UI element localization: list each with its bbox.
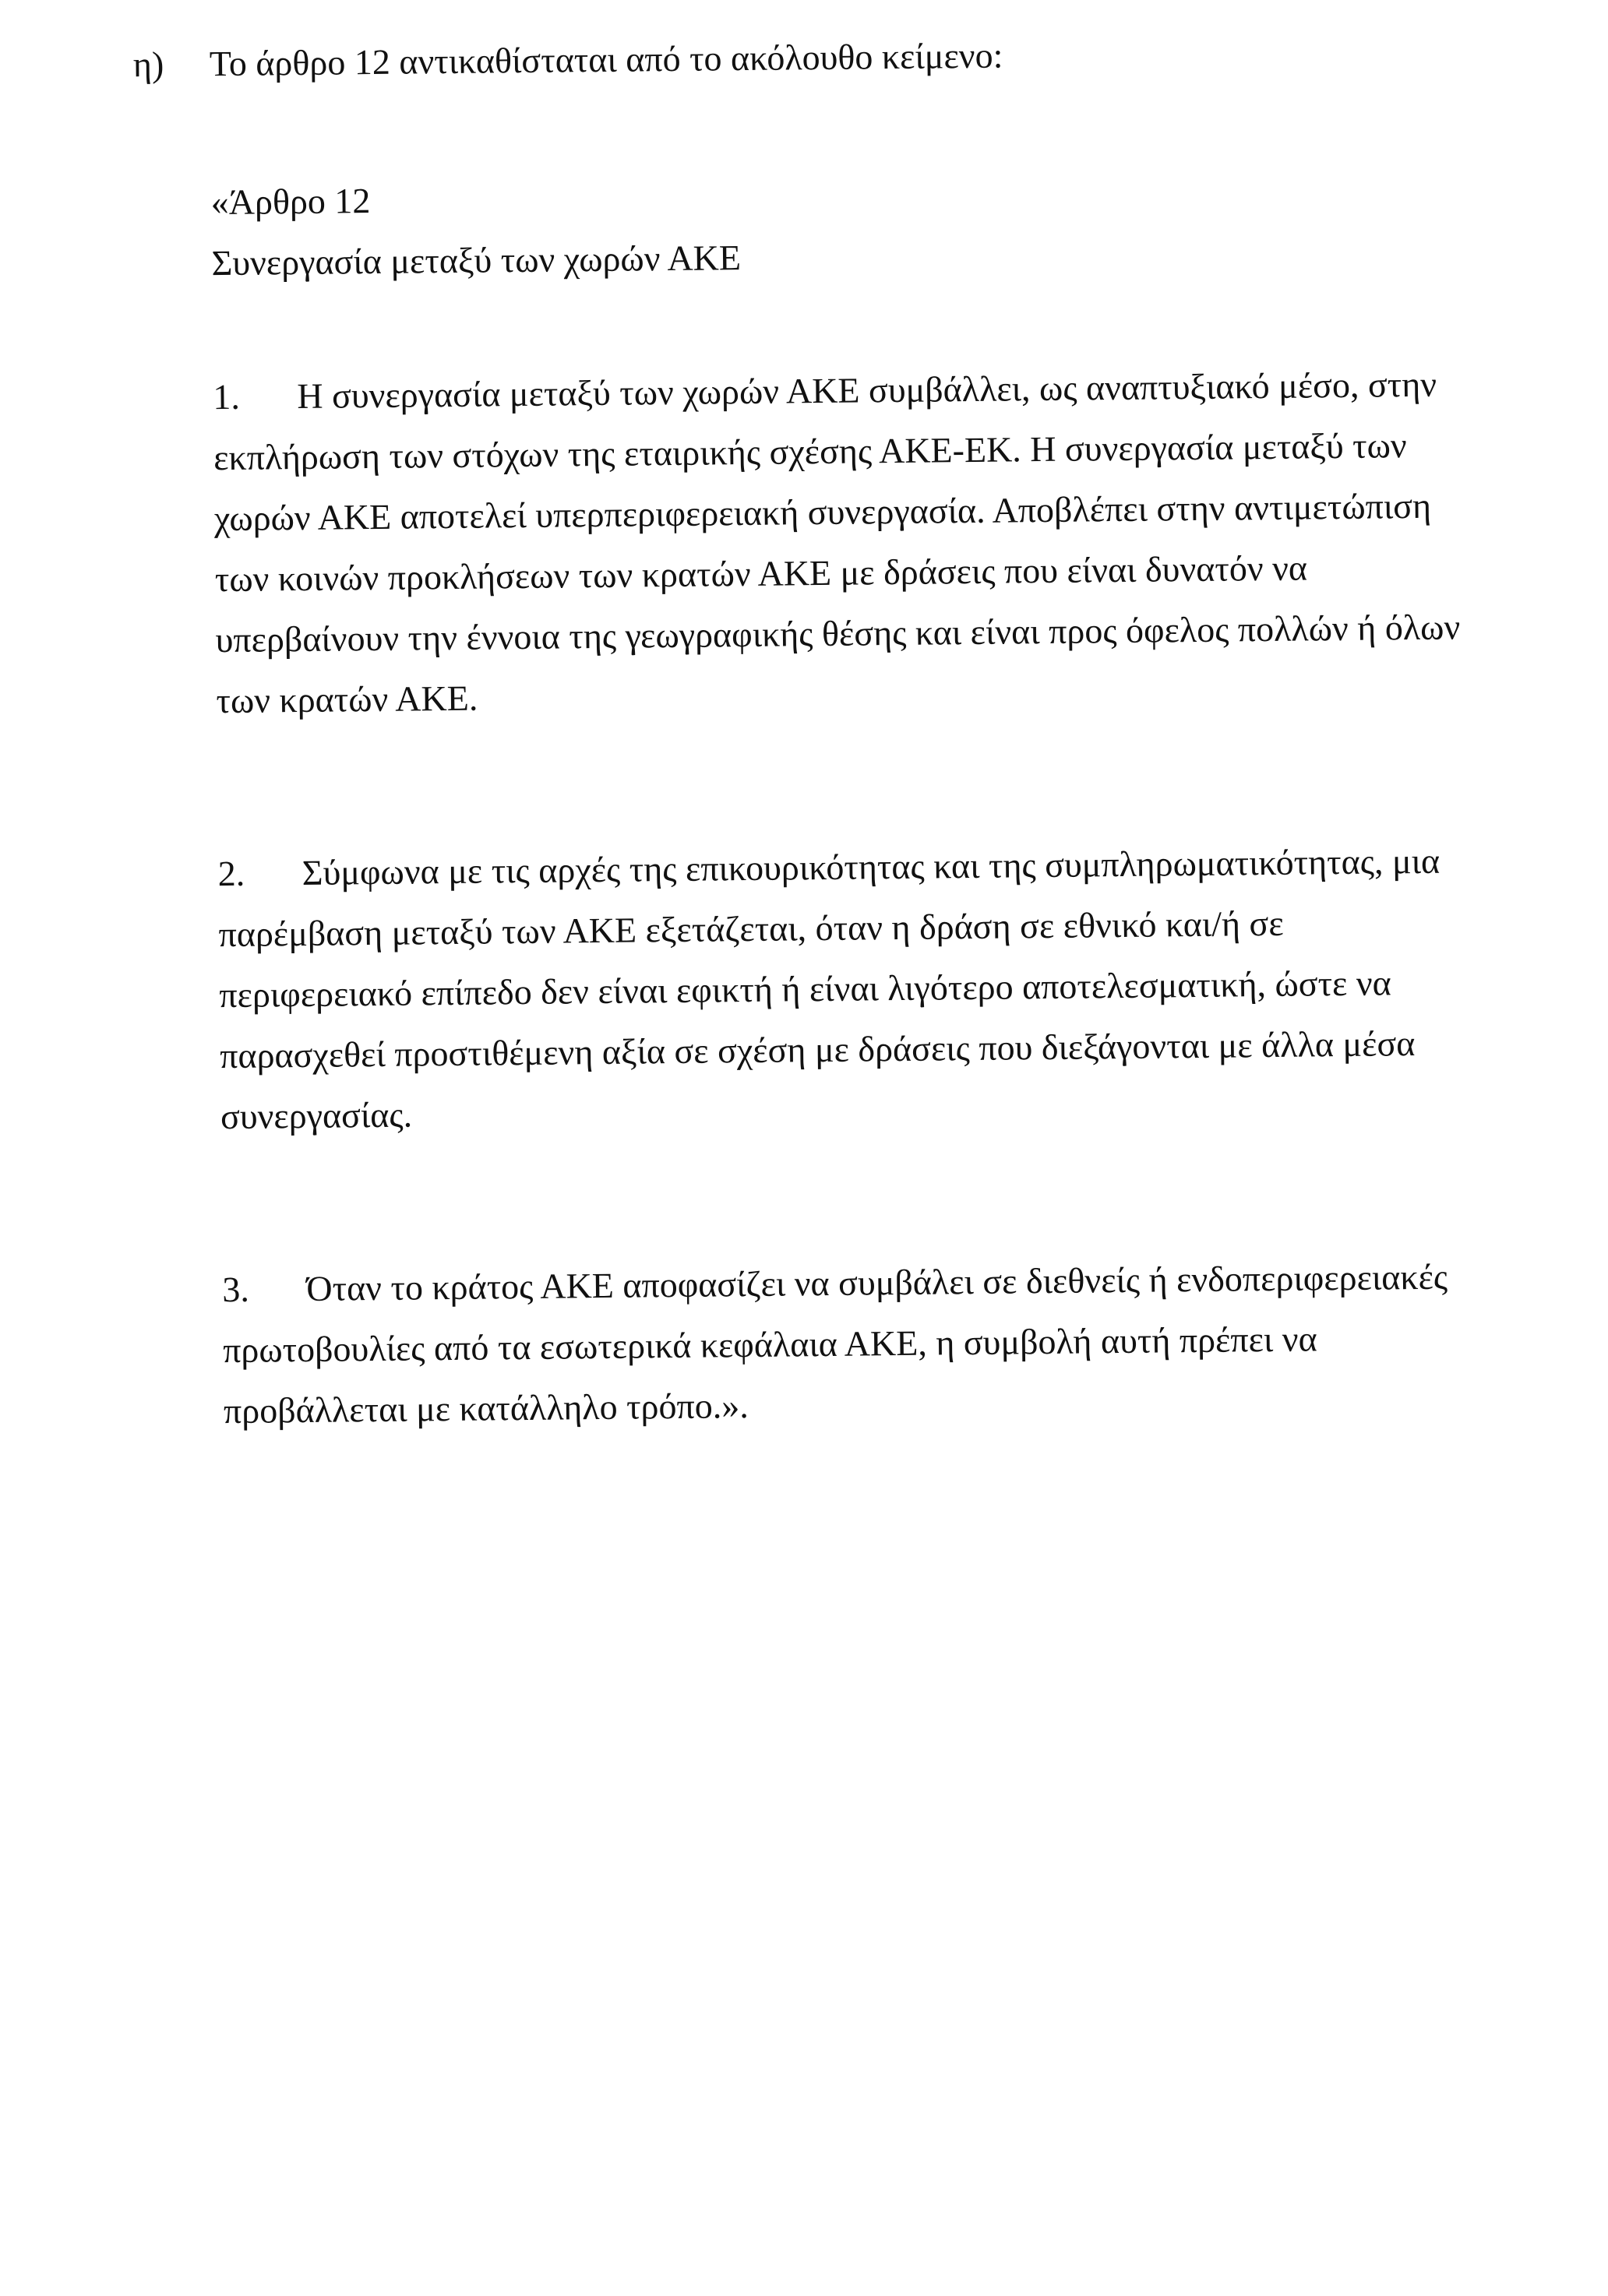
paragraph-line: χωρών ΑΚΕ αποτελεί υπερπεριφερειακή συνεργασία. Αποβλέπει στην αντιμετώπιση <box>213 485 1432 539</box>
paragraph-text: Όταν το κράτος ΑΚΕ αποφασίζει να συμβάλει σε διεθνείς ή ενδοπεριφερειακές <box>306 1256 1448 1308</box>
paragraph-line: προβάλλεται με κατάλληλο τρόπο.». <box>223 1386 749 1431</box>
paragraph-line: υπερβαίνουν την έννοια της γεωγραφικής θέσης και είναι προς όφελος πολλών ή όλων <box>215 607 1461 660</box>
paragraph-3 <box>222 1245 1564 1442</box>
paragraph-text: Σύμφωνα με τις αρχές της επικουρικότητας και της συμπληρωματικότητας, μια <box>302 840 1440 893</box>
article-subtitle: Συνεργασία μεταξύ των χωρών ΑΚΕ <box>211 238 742 283</box>
item-marker: η) <box>132 44 164 85</box>
paragraph-line: πρωτοβουλίες από τα εσωτερικά κεφάλαια ΑΚΕ, η συμβολή αυτή πρέπει να <box>222 1319 1317 1371</box>
paragraph-number: 2. <box>217 853 245 894</box>
paragraph-number: 1. <box>213 376 241 417</box>
paragraph-line: των κοινών προκλήσεων των κρατών ΑΚΕ με δράσεις που είναι δυνατόν να <box>214 548 1308 600</box>
article-title: «Άρθρο 12 <box>210 181 371 223</box>
intro-sentence: Το άρθρο 12 αντικαθίσταται από το ακόλουθο κείμενο: <box>209 35 1003 84</box>
paragraph-text: Η συνεργασία μεταξύ των χωρών ΑΚΕ συμβάλλει, ως αναπτυξιακό μέσο, στην <box>297 364 1437 417</box>
paragraph-line: παρέμβαση μεταξύ των ΑΚΕ εξετάζεται, όταν η δράση σε εθνικό και/ή σε <box>218 903 1284 955</box>
paragraph-line: συνεργασίας. <box>220 1094 413 1137</box>
paragraph-2 <box>217 829 1560 1147</box>
paragraph-number: 3. <box>222 1269 250 1310</box>
paragraph-line: παρασχεθεί προστιθέμενη αξία σε σχέση με δράσεις που διεξάγονται με άλλα μέσα <box>219 1023 1416 1076</box>
paragraph-line: περιφερειακό επίπεδο δεν είναι εφικτή ή είναι λιγότερο αποτελεσματική, ώστε να <box>219 963 1392 1016</box>
paragraph-1 <box>213 353 1557 731</box>
paragraph-line: εκπλήρωση των στόχων της εταιρικής σχέσης ΑΚΕ-ΕΚ. Η συνεργασία μεταξύ των <box>213 425 1407 478</box>
paragraph-line: των κρατών ΑΚΕ. <box>216 678 478 721</box>
